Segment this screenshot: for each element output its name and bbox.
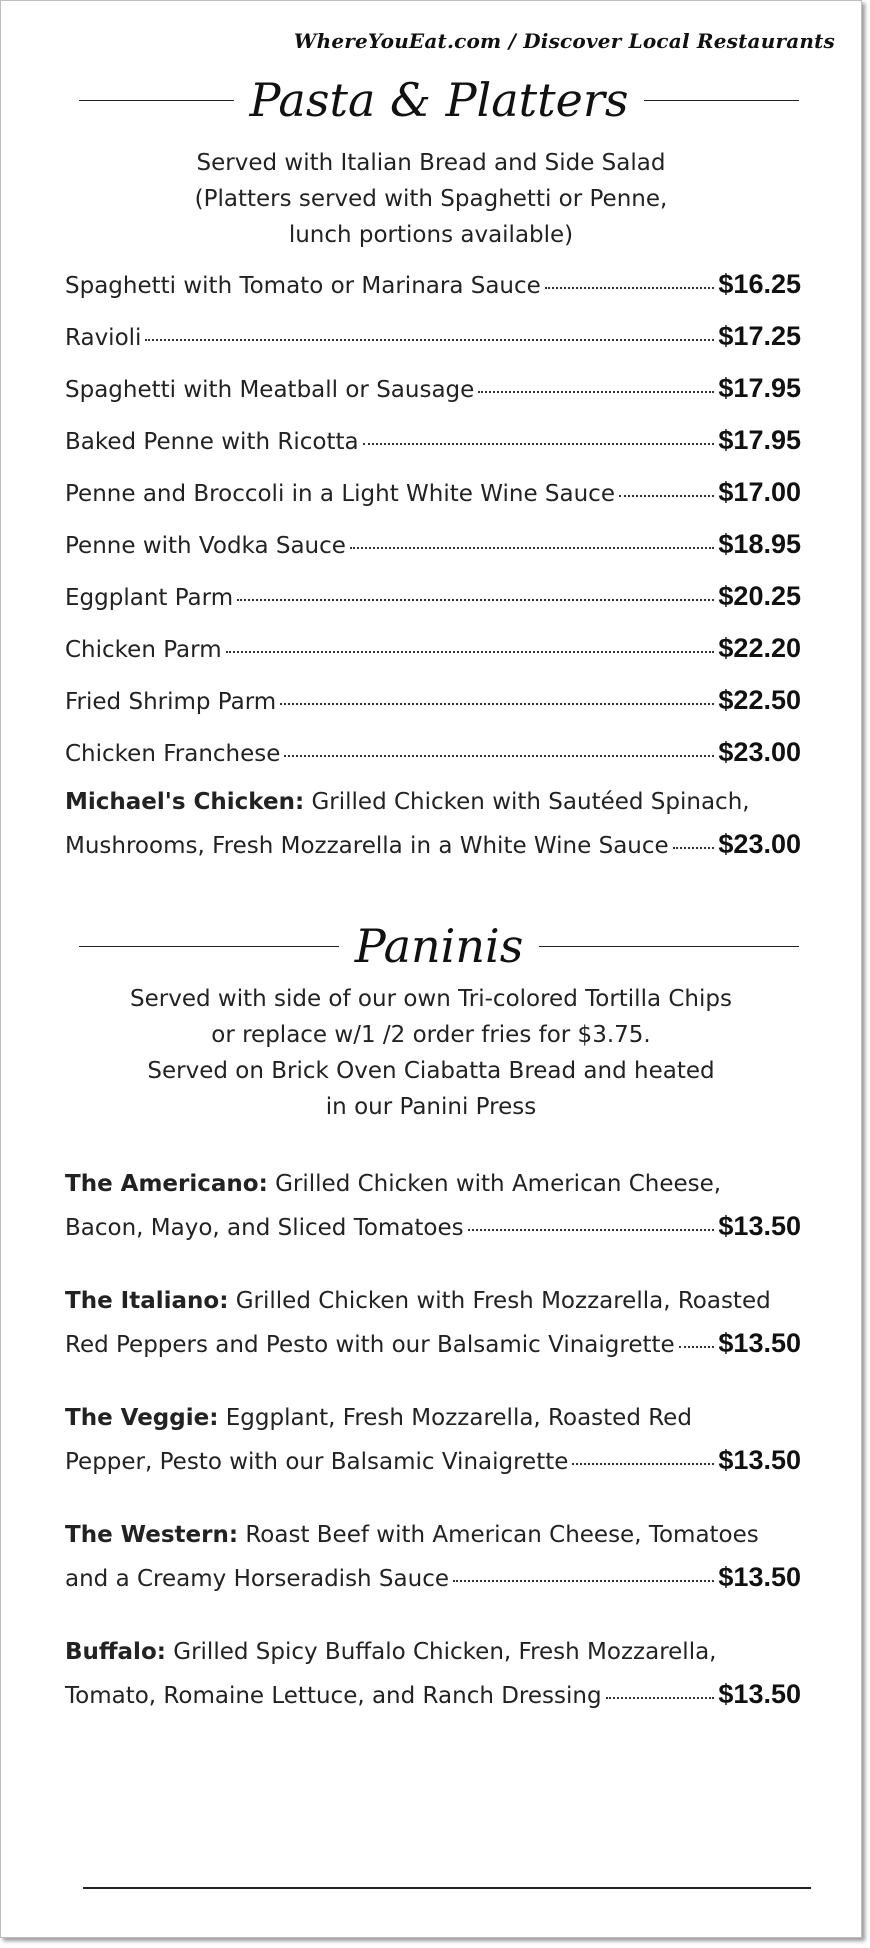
menu-item-line [65,789,801,829]
menu-item-line [65,829,801,869]
panini-item [65,1288,801,1405]
bottom-divider [83,1887,811,1889]
menu-item-line [65,1445,801,1485]
dot-leader [468,1229,715,1231]
menu-item-name: Chicken Franchese [65,741,281,767]
menu-item [65,321,801,373]
panini-item [65,1639,801,1756]
menu-item-description: Pepper, Pesto with our Balsamic Vinaigrette [65,1449,569,1475]
title-rule-right [539,946,799,947]
paninis-description-line: Served on Brick Oven Ciabatta Bread and heated [147,1058,715,1084]
menu-item [65,529,801,581]
menu-item-name: The Americano: [65,1171,268,1197]
dot-leader [363,443,715,445]
title-rule-left [79,946,339,947]
menu-item-name: Eggplant Parm [65,585,234,611]
menu-item-description: Eggplant, Fresh Mozzarella, Roasted Red [225,1405,692,1431]
dot-leader [284,755,714,757]
dot-leader [280,703,714,705]
menu-item-price: $16.25 [718,269,801,299]
dot-leader [226,651,715,653]
menu-item-price: $13.50 [718,1328,801,1358]
panini-item [65,1171,801,1288]
menu-item-line [65,1522,801,1562]
menu-item-description: and a Creamy Horseradish Sauce [65,1566,450,1592]
menu-item-price: $13.50 [718,1445,801,1475]
menu-item-name: Penne and Broccoli in a Light White Wine Sauce [65,481,615,507]
dot-leader [237,599,714,601]
menu-item [65,633,801,685]
title-rule-right [644,100,799,101]
menu-item-line [65,1211,801,1251]
menu-item-name: Spaghetti with Tomato or Marinara Sauce [65,273,541,299]
menu-item-price: $17.95 [718,425,801,455]
menu-item-description: Grilled Chicken with Fresh Mozzarella, Roasted [235,1288,771,1314]
menu-item-line [65,1288,801,1328]
pasta-description-line: Served with Italian Bread and Side Salad [196,150,666,176]
menu-item-special [65,789,801,869]
menu-item-description: Mushrooms, Fresh Mozzarella in a White Wine Sauce [65,833,669,859]
menu-item-price: $17.25 [718,321,801,351]
menu-item [65,425,801,477]
dot-leader [478,391,714,393]
menu-item-name: Michael's Chicken: [65,789,305,815]
dot-leader [679,1346,715,1348]
dot-leader [619,495,714,497]
menu-item-price: $13.50 [718,1211,801,1241]
dot-leader [453,1580,714,1582]
menu-item-price: $22.50 [718,685,801,715]
dot-leader [545,287,715,289]
menu-item [65,477,801,529]
menu-item [65,685,801,737]
menu-item-name: Spaghetti with Meatball or Sausage [65,377,475,403]
dot-leader [350,547,714,549]
menu-item-description: Tomato, Romaine Lettuce, and Ranch Dressing [65,1683,602,1709]
menu-item-name: The Western: [65,1522,239,1548]
menu-item-description: Bacon, Mayo, and Sliced Tomatoes [65,1215,464,1241]
pasta-section-header [79,73,799,127]
pasta-section-title: Pasta & Platters [249,73,629,127]
dot-leader [572,1463,714,1465]
paninis-description-line: or replace w/1 /2 order fries for $3.75. [211,1022,651,1048]
menu-item-description: Grilled Chicken with Sautéed Spinach, [311,789,750,815]
menu-item-price: $18.95 [718,529,801,559]
panini-item [65,1522,801,1639]
pasta-items [65,269,801,869]
menu-item-line [65,1639,801,1679]
menu-item-line [65,1562,801,1602]
pasta-description [61,145,801,253]
menu-item-name: Chicken Parm [65,637,222,663]
dot-leader [673,847,715,849]
menu-item-price: $23.00 [718,829,801,859]
menu-item-name: The Italiano: [65,1288,229,1314]
paninis-description-line: Served with side of our own Tri-colored Tortilla Chips [130,986,732,1012]
paninis-section-header [79,919,799,973]
site-header: WhereYouEat.com / Discover Local Restaurants [293,29,835,53]
pasta-description-line: (Platters served with Spaghetti or Penne, [194,186,668,212]
menu-item-line [65,1171,801,1211]
paninis-description-line: in our Panini Press [325,1094,537,1120]
menu-item [65,373,801,425]
menu-item-price: $20.25 [718,581,801,611]
menu-item-name: Penne with Vodka Sauce [65,533,346,559]
menu-item-price: $22.20 [718,633,801,663]
menu-item [65,269,801,321]
menu-item-name: Fried Shrimp Parm [65,689,277,715]
menu-item-price: $17.95 [718,373,801,403]
dot-leader [606,1697,715,1699]
menu-item-price: $13.50 [718,1679,801,1709]
menu-item-line [65,1679,801,1719]
menu-item-price: $13.50 [718,1562,801,1592]
pasta-description-line: lunch portions available) [288,222,574,248]
menu-item-description: Grilled Spicy Buffalo Chicken, Fresh Mozzarella, [173,1639,717,1665]
menu-item [65,581,801,633]
menu-item [65,737,801,789]
paninis-section-title: Paninis [354,919,524,973]
dot-leader [145,339,714,341]
menu-item-line [65,1328,801,1368]
menu-item-name: Buffalo: [65,1639,166,1665]
title-rule-left [79,100,234,101]
menu-item-name: Baked Penne with Ricotta [65,429,359,455]
paninis-items [65,1171,801,1756]
paninis-description [61,981,801,1125]
menu-item-price: $17.00 [718,477,801,507]
menu-item-description: Roast Beef with American Cheese, Tomatoes [245,1522,759,1548]
menu-item-price: $23.00 [718,737,801,767]
menu-item-description: Red Peppers and Pesto with our Balsamic Vinaigrette [65,1332,675,1358]
menu-item-description: Grilled Chicken with American Cheese, [275,1171,722,1197]
panini-item [65,1405,801,1522]
menu-item-name: Ravioli [65,325,142,351]
menu-item-name: The Veggie: [65,1405,219,1431]
menu-item-line [65,1405,801,1445]
